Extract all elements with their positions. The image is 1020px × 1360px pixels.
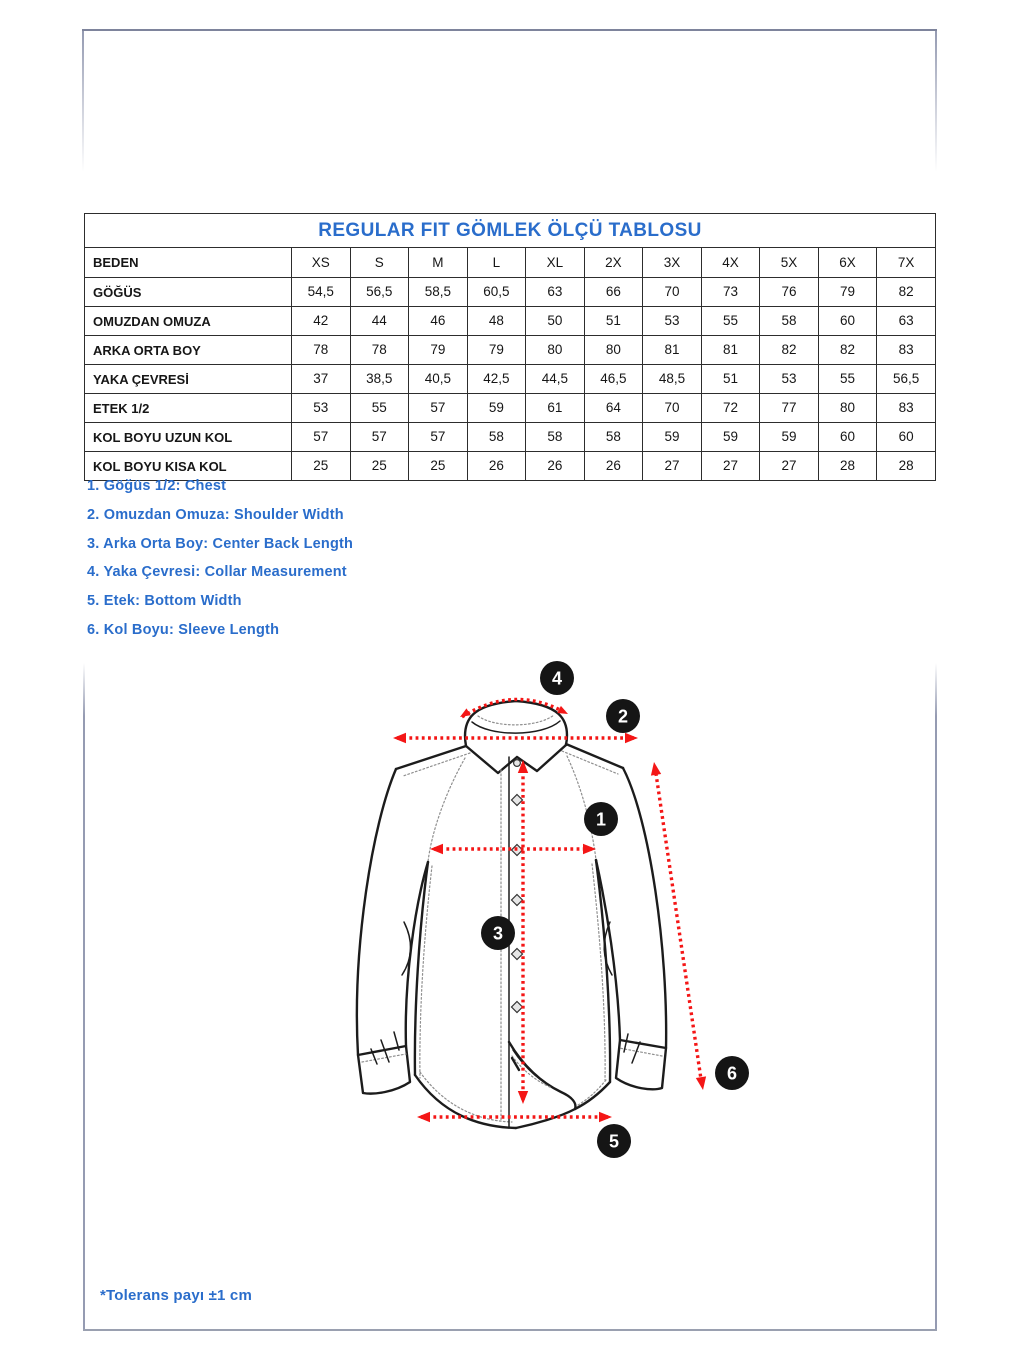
measurement-cell: 28 (877, 452, 936, 481)
size-column-header: 3X (643, 248, 702, 278)
measurement-cell: 83 (877, 394, 936, 423)
measurement-cell: 38,5 (350, 365, 409, 394)
measurement-cell: 27 (760, 452, 819, 481)
legend-item: 6. Kol Boyu: Sleeve Length (87, 621, 280, 638)
measurement-cell: 70 (643, 394, 702, 423)
measurement-cell: 26 (467, 452, 526, 481)
measurement-cell: 78 (292, 336, 351, 365)
table-row (85, 336, 936, 365)
svg-text:4: 4 (551, 668, 563, 689)
measurement-row-label: ARKA ORTA BOY (85, 336, 292, 365)
measurement-cell: 48 (467, 307, 526, 336)
measurement-cell: 58 (526, 423, 585, 452)
measurement-cell: 72 (701, 394, 760, 423)
measurement-cell: 66 (584, 278, 643, 307)
measurement-cell: 56,5 (877, 365, 936, 394)
measurement-cell: 40,5 (409, 365, 468, 394)
measurement-cell: 81 (701, 336, 760, 365)
measurement-cell: 55 (350, 394, 409, 423)
table-row (85, 278, 936, 307)
measurement-cell: 25 (292, 452, 351, 481)
measurement-cell: 79 (818, 278, 877, 307)
badge-4 (540, 661, 574, 695)
measurement-cell: 55 (701, 307, 760, 336)
measurement-cell: 42 (292, 307, 351, 336)
measurement-row-label: YAKA ÇEVRESİ (85, 365, 292, 394)
measurement-cell: 59 (701, 423, 760, 452)
measurement-cell: 57 (409, 394, 468, 423)
measurement-cell: 27 (643, 452, 702, 481)
size-column-header: 7X (877, 248, 936, 278)
measurement-cell: 59 (760, 423, 819, 452)
measurement-cell: 53 (643, 307, 702, 336)
size-column-header: 4X (701, 248, 760, 278)
measurement-cell: 46,5 (584, 365, 643, 394)
size-table-title: REGULAR FIT GÖMLEK ÖLÇÜ TABLOSU (85, 214, 936, 248)
measurement-cell: 53 (292, 394, 351, 423)
badge-2 (606, 699, 640, 733)
measurement-cell: 26 (584, 452, 643, 481)
tolerance-note: *Tolerans payı ±1 cm (100, 1287, 253, 1304)
measurement-cell: 60,5 (467, 278, 526, 307)
measurement-cell: 80 (818, 394, 877, 423)
measurement-cell: 46 (409, 307, 468, 336)
measurement-cell: 61 (526, 394, 585, 423)
measurement-cell: 25 (409, 452, 468, 481)
measurement-cell: 37 (292, 365, 351, 394)
measurement-cell: 26 (526, 452, 585, 481)
svg-text:2: 2 (617, 706, 629, 727)
measurement-cell: 82 (818, 336, 877, 365)
measurement-markers (393, 699, 708, 1122)
shirt-drawing (357, 701, 666, 1128)
table-row (85, 394, 936, 423)
measurement-cell: 82 (877, 278, 936, 307)
legend-item: 5. Etek: Bottom Width (87, 593, 242, 610)
measurement-cell: 60 (818, 423, 877, 452)
measurement-cell: 83 (877, 336, 936, 365)
measurement-row-label: KOL BOYU UZUN KOL (85, 423, 292, 452)
measurement-cell: 63 (877, 307, 936, 336)
measurement-cell: 79 (409, 336, 468, 365)
measurement-cell: 44,5 (526, 365, 585, 394)
badge-3 (481, 916, 515, 950)
table-row (85, 365, 936, 394)
measurement-cell: 57 (350, 423, 409, 452)
frame-border-left (83, 663, 85, 1329)
svg-text:5: 5 (608, 1131, 620, 1152)
measurement-row-label: GÖĞÜS (85, 278, 292, 307)
measurement-cell: 42,5 (467, 365, 526, 394)
size-column-header: XS (292, 248, 351, 278)
measurement-cell: 51 (584, 307, 643, 336)
measurement-cell: 77 (760, 394, 819, 423)
measurement-cell: 73 (701, 278, 760, 307)
size-column-header: 5X (760, 248, 819, 278)
shirt-measurement-diagram (330, 650, 780, 1170)
measurement-legend (87, 477, 353, 650)
size-column-header: S (350, 248, 409, 278)
measurement-cell: 58,5 (409, 278, 468, 307)
badge-6 (715, 1056, 749, 1090)
top-image-frame (82, 29, 937, 172)
measurement-cell: 59 (643, 423, 702, 452)
measurement-cell: 58 (584, 423, 643, 452)
size-column-header: 2X (584, 248, 643, 278)
measurement-cell: 70 (643, 278, 702, 307)
badge-1 (584, 802, 618, 836)
size-column-header: L (467, 248, 526, 278)
measurement-cell: 57 (409, 423, 468, 452)
table-row (85, 423, 936, 452)
measurement-cell: 25 (350, 452, 409, 481)
table-row (85, 307, 936, 336)
badge-5 (597, 1124, 631, 1158)
svg-text:6: 6 (726, 1063, 738, 1084)
measurement-cell: 57 (292, 423, 351, 452)
legend-item: 2. Omuzdan Omuza: Shoulder Width (87, 506, 344, 523)
legend-item: 1. Göğüs 1/2: Chest (87, 478, 227, 494)
measurement-cell: 64 (584, 394, 643, 423)
size-table (84, 213, 936, 481)
measurement-cell: 27 (701, 452, 760, 481)
legend-item: 3. Arka Orta Boy: Center Back Length (87, 535, 354, 552)
size-column-header: XL (526, 248, 585, 278)
measurement-row-label: ETEK 1/2 (85, 394, 292, 423)
size-table-title-row (85, 214, 936, 248)
size-table-header-row (85, 248, 936, 278)
measurement-cell: 60 (877, 423, 936, 452)
measurement-cell: 63 (526, 278, 585, 307)
measurement-cell: 44 (350, 307, 409, 336)
measurement-cell: 54,5 (292, 278, 351, 307)
legend-item: 4. Yaka Çevresi: Collar Measurement (87, 564, 347, 581)
size-table-header-label: BEDEN (85, 248, 292, 278)
measurement-cell: 79 (467, 336, 526, 365)
measurement-cell: 53 (760, 365, 819, 394)
measurement-row-label: OMUZDAN OMUZA (85, 307, 292, 336)
measurement-cell: 80 (584, 336, 643, 365)
measurement-cell: 82 (760, 336, 819, 365)
svg-text:1: 1 (595, 809, 607, 830)
frame-border-right (935, 663, 937, 1329)
measurement-cell: 58 (467, 423, 526, 452)
size-column-header: 6X (818, 248, 877, 278)
measurement-cell: 59 (467, 394, 526, 423)
size-column-header: M (409, 248, 468, 278)
frame-border-right (935, 31, 937, 172)
measurement-cell: 81 (643, 336, 702, 365)
frame-border-left (82, 31, 84, 172)
measurement-cell: 56,5 (350, 278, 409, 307)
measurement-cell: 76 (760, 278, 819, 307)
measurement-cell: 55 (818, 365, 877, 394)
sleeve-length-marker (655, 767, 702, 1086)
measurement-cell: 50 (526, 307, 585, 336)
measurement-cell: 60 (818, 307, 877, 336)
svg-text:3: 3 (492, 923, 504, 944)
measurement-cell: 28 (818, 452, 877, 481)
measurement-cell: 51 (701, 365, 760, 394)
measurement-cell: 78 (350, 336, 409, 365)
measurement-row-label: KOL BOYU KISA KOL (85, 452, 292, 481)
measurement-cell: 48,5 (643, 365, 702, 394)
measurement-cell: 58 (760, 307, 819, 336)
measurement-cell: 80 (526, 336, 585, 365)
